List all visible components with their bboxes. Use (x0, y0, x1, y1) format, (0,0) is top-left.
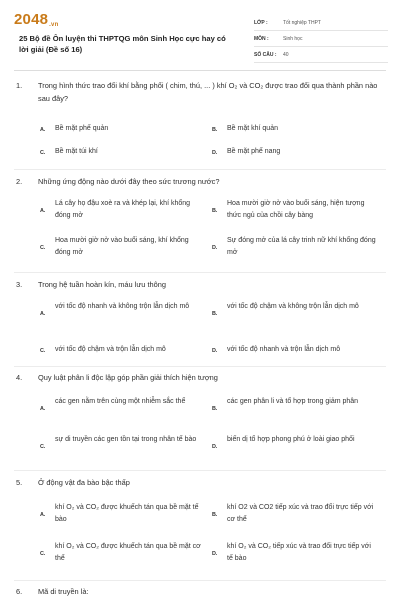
option-text: Lá cây họ đậu xoè ra và khép lại, khí khổng đóng mở (55, 200, 191, 219)
option-text: Bề mặt phế quản (55, 125, 109, 132)
option-label: C. (40, 348, 46, 354)
option-text: Sự đóng mở của lá cây trinh nữ khí khổng đóng mở (227, 237, 376, 256)
option-text: các gen nằm trên cùng một nhiễm sắc thể (55, 398, 186, 405)
question-divider (14, 580, 386, 581)
question-text: Ở động vật đa bào bậc thấp (38, 478, 130, 487)
question-number: 4. (16, 373, 23, 382)
option-label: B. (212, 208, 218, 214)
meta-row-count (254, 47, 388, 63)
logo-main: 2048 (14, 11, 49, 28)
question-text: Những ứng động nào dưới đây theo sức trương nước? (38, 177, 220, 186)
meta-label: LỚP : (254, 19, 268, 26)
option-label: A. (40, 127, 46, 133)
document-title: 25 Bộ đề Ôn luyện thi THPTQG môn Sinh Học cực hay có lời giải (Đề số 16) (19, 34, 226, 54)
option-label: A. (40, 208, 46, 214)
option-label: B. (212, 311, 218, 317)
option-label: A. (40, 406, 46, 412)
option-label: D. (212, 551, 218, 557)
question-divider (14, 366, 386, 367)
option-text: Bề mặt khí quản (227, 125, 278, 132)
option-text: với tốc độ chậm và trộn lẫn dịch mô (55, 346, 166, 353)
header-divider (14, 70, 386, 71)
document-meta (254, 15, 388, 63)
question-text: Trong hệ tuần hoàn kín, máu lưu thông (38, 280, 166, 289)
document-header (0, 0, 400, 68)
option-text: Bề mặt túi khí (55, 148, 98, 155)
option-label: C. (40, 150, 46, 156)
question-number: 6. (16, 587, 23, 596)
question-text: Trong hình thức trao đổi khí bằng phổi ( chim, thú, ... ) khí O₂ và CO₂ được trao đổi qua thành phần nào sau đây? (38, 81, 378, 103)
option-text: Hoa mười giờ nở vào buổi sáng, hiện tượng thức ngủ của chồi cây bàng (227, 200, 365, 219)
meta-row-class (254, 15, 388, 31)
meta-label: SỐ CÂU : (254, 51, 277, 58)
question-number: 5. (16, 478, 23, 487)
option-label: B. (212, 512, 218, 518)
option-label: D. (212, 348, 218, 354)
option-text: với tốc độ nhanh và không trộn lẫn dịch mô (55, 303, 190, 310)
option-text: với tốc độ nhanh và trộn lẫn dịch mô (227, 346, 341, 353)
logo-suffix: .vn (49, 22, 59, 28)
option-text: các gen phân li và tổ hợp trong giảm phân (227, 398, 359, 405)
option-text: khí O₂ và CO₂ được khuếch tán qua bề mặt cơ thể (55, 543, 201, 562)
option-text: khí O₂ và CO₂ tiếp xúc và trao đổi trực tiếp với tế bào (227, 543, 371, 562)
option-label: C. (40, 444, 46, 450)
option-label: A. (40, 512, 46, 518)
option-label: A. (40, 311, 46, 317)
meta-label: MÔN : (254, 35, 269, 42)
question-number: 1. (16, 81, 23, 90)
meta-value: 40 (283, 51, 289, 58)
option-label: D. (212, 150, 218, 156)
option-text: khí O₂ và CO₂ được khuếch tán qua bề mặt tế bào (55, 504, 199, 523)
question-divider (14, 470, 386, 471)
question-divider (14, 169, 386, 170)
option-text: khí O2 và CO2 tiếp xúc và trao đổi trực tiếp với cơ thể (227, 504, 374, 523)
question-text: Quy luật phân li độc lập góp phần giải thích hiện tượng (38, 373, 218, 382)
option-label: D. (212, 444, 218, 450)
option-text: với tốc độ chậm và không trộn lẫn dịch mô (227, 303, 359, 310)
option-text: sự di truyền các gen tồn tại trong nhân tế bào (55, 436, 197, 443)
option-label: B. (212, 406, 218, 412)
option-text: Bề mặt phế nang (227, 148, 281, 155)
question-text: Mã di truyền là: (38, 587, 89, 596)
meta-value: Sinh học (283, 35, 303, 42)
option-text: Hoa mười giờ nở vào buổi sáng, khí khổng đóng mở (55, 237, 189, 256)
option-label: D. (212, 245, 218, 251)
option-label: B. (212, 127, 218, 133)
meta-row-subject (254, 31, 388, 47)
site-logo[interactable] (14, 11, 58, 28)
option-label: C. (40, 551, 46, 557)
option-label: C. (40, 245, 46, 251)
question-number: 3. (16, 280, 23, 289)
meta-value: Tốt nghiệp THPT (283, 19, 321, 26)
option-text: biến dị tổ hợp phong phú ở loài giao phối (227, 436, 355, 443)
question-number: 2. (16, 177, 23, 186)
question-divider (14, 272, 386, 273)
